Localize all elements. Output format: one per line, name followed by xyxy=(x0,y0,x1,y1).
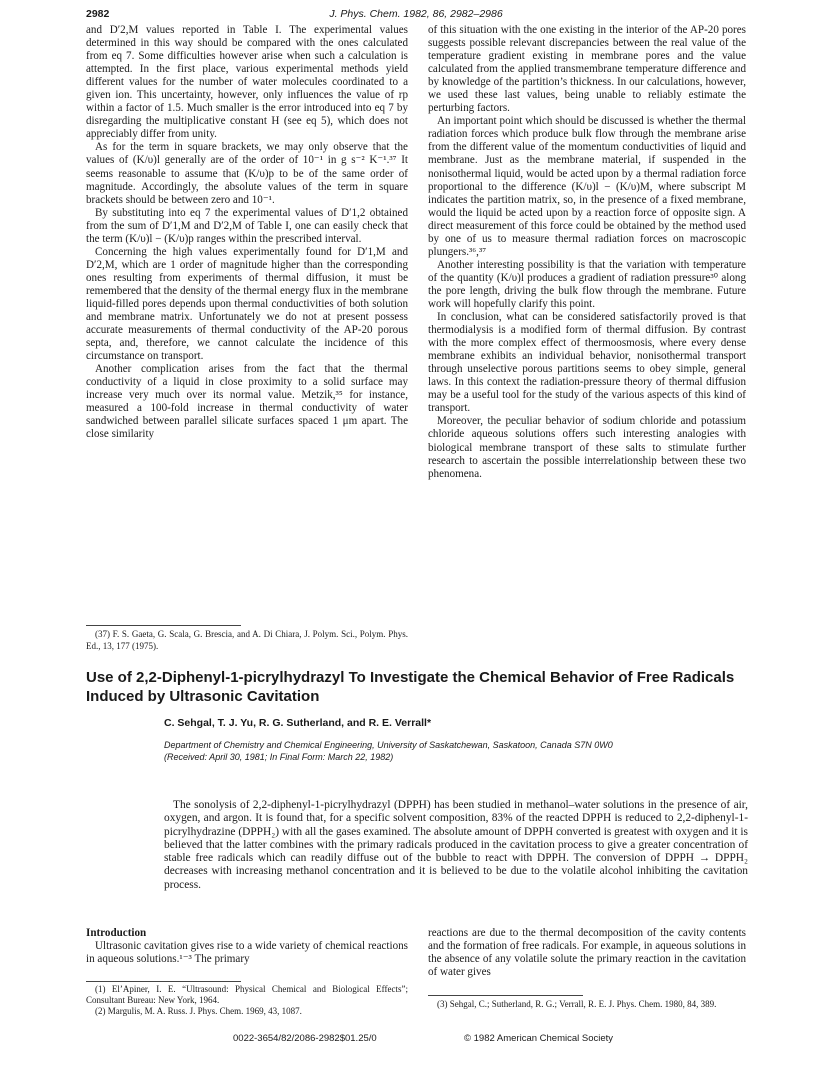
journal-reference: J. Phys. Chem. 1982, 86, 2982–2986 xyxy=(329,8,503,20)
footnote: (3) Sehgal, C.; Sutherland, R. G.; Verrall, R. E. J. Phys. Chem. 1980, 84, 389. xyxy=(437,999,717,1009)
footnote-divider xyxy=(86,625,241,626)
paragraph: An important point which should be discussed is whether the thermal radiation forces which produce bulk flow through the membrane arise from the different value of the momentum conductivities of liquid and membrane. Just as the membrane material, if suspended in the nonisothermal liquid, would be acted upon by a thermal radiation force proportional to the difference (K/υ)l − (K/υ)M, where subscript M indicates the partition matrix, so, in the presence of a fixed membrane, would the liquid be acted upon by a reaction force of opposite sign. A direct measurement of this force could be obtained by the method used by one of us to measure thermal radiation forces on macroscopic plungers.³⁶,³⁷ xyxy=(428,115,746,258)
paragraph: By substituting into eq 7 the experimental values of D′1,2 obtained from the sum of D′1,M and D′2,M of Table I, one can easily check that the term (K/υ)l − (K/υ)p ranges within the prescribed interval. xyxy=(86,206,408,245)
page-number: 2982 xyxy=(86,8,110,20)
right-column xyxy=(428,24,746,481)
intro-left-column xyxy=(86,927,408,966)
footnote-area xyxy=(86,629,408,652)
footnote-divider xyxy=(86,981,241,982)
copyright: © 1982 American Chemical Society xyxy=(464,1033,614,1044)
paragraph: and D′2,M values reported in Table I. The experimental values determined in this way should be compared with the ones calculated from eq 7. Some difficulties however arise when such a calculation is attempted. In the first place, various experimental methods yield different values for the number of water molecules coordinated to a given ion. This uncertainty, however, only influences the value of rp within a factor of 1.5. Much smaller is the error introduced into eq 7 by disregarding the multiplicative constant H (see eq 5), which does not appreciably differ from unity. xyxy=(86,24,408,141)
paragraph: of this situation with the one existing in the interior of the AP-20 pores suggests possible relevant discrepancies between the real value of the temperature gradient existing in membrane pores and the value calculated from the applied transmembrane temperature difference and by knowledge of the partition’s thickness. In our calculations, however, we used these last values, being unable to reliably estimate the perturbing factors. xyxy=(428,24,746,115)
footnote: (2) Margulis, M. A. Russ. J. Phys. Chem. 1969, 43, 1087. xyxy=(95,1005,302,1016)
footnote-divider xyxy=(428,995,583,996)
abstract: The sonolysis of 2,2-diphenyl-1-picrylhydrazyl (DPPH) has been studied in methanol–water solutions in the presence of air, oxygen, and argon. It is found that, for a specific solvent composition, 83% of the reacted DPPH is reduced to 2,2-diphenyl-1-picrylhydrazine (DPPH₂) with all the gases examined. The absolute amount of DPPH converted is greatest with oxygen and it is believed that the latter combines with the primary radicals produced in the cavitation process to give a greater concentration of stable free radicals which can readily diffuse out of the bubble to react with DPPH. The conversion of DPPH → DPPH₂ decreases with increasing methanol concentration and it is believed to be due to the volatile alcohol inhibiting the cavitation process. xyxy=(164,799,748,891)
affiliation: Department of Chemistry and Chemical Engineering, University of Saskatchewan, Saskatoon, Canada S7N 0W0 xyxy=(164,740,613,750)
article-code: 0022-3654/82/2086-2982$01.25/0 xyxy=(233,1033,377,1044)
affiliation-block xyxy=(164,740,744,763)
footnote-area xyxy=(86,984,408,1016)
running-header xyxy=(86,8,746,24)
paragraph: Concerning the high values experimentally found for D′1,M and D′2,M, which are 1 order of magnitude higher than the corresponding ones resulting from experiments of thermal diffusion, it must be remembered that the density of the thermal energy flux in the membrane liquid-filled pores depends upon thermal conductivities of both solution and membrane matrix. Unfortunately we do not at present possess accurate measurements of thermal conductivity of the AP-20 porous septa, and, therefore, we cannot calculate the incidence of this circumstance on transport. xyxy=(86,245,408,363)
paragraph: As for the term in square brackets, we may only observe that the values of (K/υ)l generally are of the order of 10⁻¹ in g s⁻² K⁻¹.³⁷ It seems reasonable to assume that (K/υ)p to be of the same order of magnitude. Accordingly, the absolute values of the term in square brackets should be between zero and 10⁻¹. xyxy=(86,141,408,206)
intro-right-column xyxy=(428,927,746,979)
paragraph: Another complication arises from the fact that the thermal conductivity of a liquid in close proximity to a solid surface may increase very much over its normal value. Metzik,³⁵ for instance, measured a 100-fold increase in thermal conductivity of water sandwiched between parallel silicate surfaces spaced 1 μm apart. The close similarity xyxy=(86,363,408,441)
section-heading: Introduction xyxy=(86,927,147,939)
footnote: (37) F. S. Gaeta, G. Scala, G. Brescia, and A. Di Chiara, J. Polym. Sci., Polym. Phys. Ed., 13, 177 (1975). xyxy=(86,629,408,651)
paragraph: reactions are due to the thermal decomposition of the cavity contents and the formation of free radicals. For example, in aqueous solutions in the absence of any volatile solute the primary reaction in the cavitation of water gives xyxy=(428,927,746,979)
paragraph: In conclusion, what can be considered satisfactorily proved is that thermodialysis is a modified form of thermal diffusion. By contrast with the more complex effect of thermoosmosis, where every dense membrane exhibits an individual behavior, nonisothermal transport through unselective porous partitions seems to obey simple, general laws. In this context the radiation-pressure theory of thermal diffusion may be a useful tool for the study of the various aspects of this kind of transport. xyxy=(428,311,746,415)
article-title: Use of 2,2-Diphenyl-1-picrylhydrazyl To Investigate the Chemical Behavior of Free Radicals Induced by Ultrasonic Cavitation xyxy=(86,669,735,705)
page-footer xyxy=(86,1033,746,1047)
received-dates: (Received: April 30, 1981; In Final Form: March 22, 1982) xyxy=(164,751,394,762)
paragraph: Another interesting possibility is that the variation with temperature of the quantity (K/υ)l produces a gradient of radiation pressure³⁰ along the pore length, driving the bulk flow through the membrane. Future work will hopefully clarify this point. xyxy=(428,258,746,310)
left-column xyxy=(86,24,408,442)
author-list: C. Sehgal, T. J. Yu, R. G. Sutherland, and R. E. Verrall* xyxy=(164,717,432,729)
footnote-area xyxy=(428,999,746,1010)
paragraph: Ultrasonic cavitation gives rise to a wide variety of chemical reactions in aqueous solutions.¹⁻³ The primary xyxy=(86,940,408,966)
paragraph: Moreover, the peculiar behavior of sodium chloride and potassium chloride aqueous solutions offers such interesting analogies with biological membrane transport of these salts to stimulate further research to ascertain the possible interrelationship between these two phenomena. xyxy=(428,415,746,480)
footnote: (1) El’Apiner, I. E. “Ultrasound: Physical Chemical and Biological Effects”; Consultant Bureau: New York, 1964. xyxy=(86,984,408,1005)
